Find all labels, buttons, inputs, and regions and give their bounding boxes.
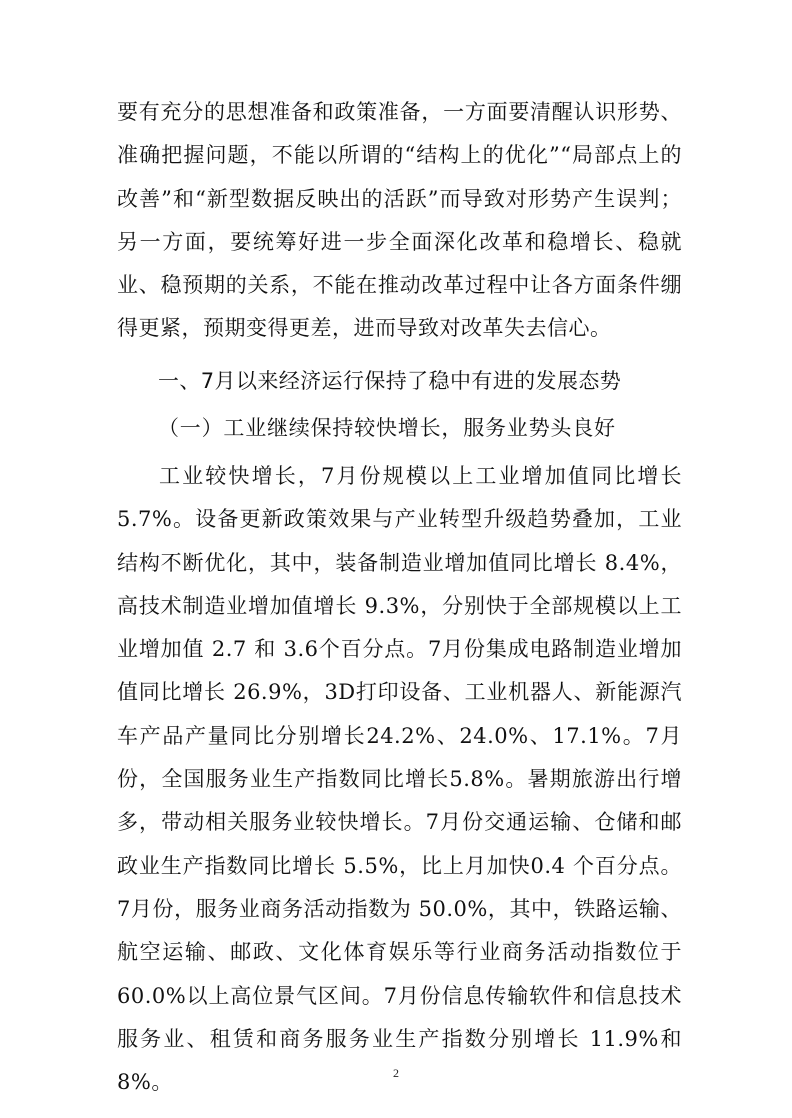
subsection-heading: （一）工业继续保持较快增长，服务业势头良好 — [158, 416, 616, 440]
body-paragraph-intro: 要有充分的思想准备和政策准备，一方面要清醒认识形势、准确把握问题，不能以所谓的“结构上的优化”“局部点上的改善”和“新型数据反映出的活跃”而导致对形势产生误判；另一方面，要统筹好进一步全面深化改革和稳增长、稳就业、稳预期的关系，不能在推动改革过程中让各方面条件绷得更紧，预期变得更差，进而导致对改革失去信心。 — [117, 100, 682, 341]
body-paragraph-industry: 工业较快增长，7月份规模以上工业增加值同比增长 5.7%。设备更新政策效果与产业转型升级趋势叠加，工业结构不断优化，其中，装备制造业增加值同比增长 8.4%，高技术制造业增加值增长 9.3%，分别快于全部规模以上工业增加值 2.7 和 3.6个百分点。7月份集成电路制造业增加值同比增长 26.9%，3D打印设备、工业机器人、新能源汽车产品产量同比分别增长24.2%、24.0%、17.1%。7月份，全国服务业生产指数同比增长5.8%。暑期旅游出行增多，带动相关服务业较快增长。7月份交通运输、仓储和邮政业生产指数同比增长 5.5%，比上月加快0.4 个百分点。7月份，服务业商务活动指数为 50.0%，其中，铁路运输、航空运输、邮政、文化体育娱乐等行业商务活动指数位于 60.0%以上高位景气区间。7月份信息传输软件和信息技术服务业、租赁和商务服务业生产指数分别增长 11.9%和 8%。 — [117, 464, 682, 1095]
section-heading: 一、7月以来经济运行保持了稳中有进的发展态势 — [158, 369, 622, 393]
page-number: 2 — [393, 1066, 399, 1080]
